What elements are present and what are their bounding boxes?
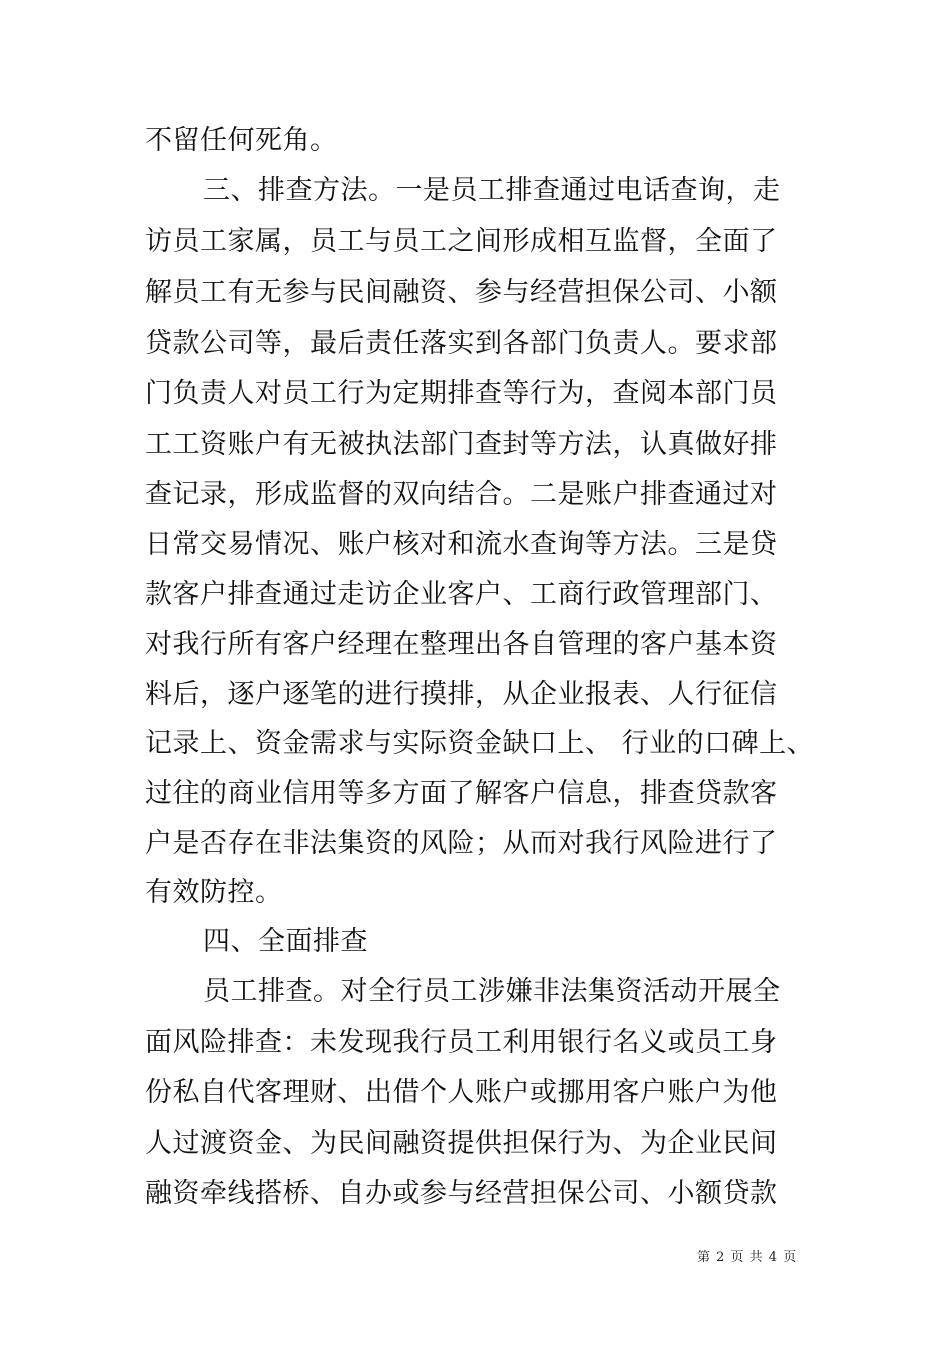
- text-line: 过往的商业信用等多方面了解客户信息，排查贷款客: [145, 778, 778, 809]
- text-line: 解员工有无参与民间融资、参与经营担保公司、小额: [145, 277, 778, 308]
- text-line: 门负责人对员工行为定期排查等行为，查阅本部门员: [145, 378, 778, 409]
- text-line: 有效防控。: [145, 877, 283, 908]
- text-line: 查记录，形成监督的双向结合。二是账户排查通过对: [145, 479, 778, 510]
- text-line: 款客户排查通过走访企业客户、工商行政管理部门、: [145, 579, 778, 610]
- text-line: 份私自代客理财、出借个人账户或挪用客户账户为他: [145, 1077, 778, 1108]
- text-line: 访员工家属，员工与员工之间形成相互监督，全面了: [145, 226, 778, 257]
- text-line: 记录上、资金需求与实际资金缺口上、 行业的口碑上、: [145, 728, 815, 759]
- text-line: 日常交易情况、账户核对和流水查询等方法。三是贷: [145, 529, 778, 560]
- text-line: 对我行所有客户经理在整理出各自管理的客户基本资: [145, 629, 778, 660]
- text-line: 料后，逐户逐笔的进行摸排，从企业报表、人行征信: [145, 679, 778, 710]
- text-line: 融资牵线搭桥、自办或参与经营担保公司、小额贷款: [145, 1178, 778, 1209]
- text-line: 人过渡资金、为民间融资提供担保行为、为企业民间: [145, 1128, 778, 1159]
- page-number: 第 2 页 共 4 页: [697, 1250, 798, 1265]
- text-line: 员工排查。对全行员工涉嫌非法集资活动开展全: [203, 976, 781, 1007]
- section-heading: 四、全面排查: [203, 926, 368, 957]
- text-line: 户是否存在非法集资的风险；从而对我行风险进行了: [145, 828, 778, 859]
- text-line: 贷款公司等，最后责任落实到各部门负责人。要求部: [145, 328, 778, 359]
- text-line: 三、排查方法。一是员工排查通过电话查询，走: [203, 175, 781, 206]
- text-line: 工工资账户有无被执法部门查封等方法，认真做好排: [145, 429, 778, 460]
- text-line: 面风险排查：未发现我行员工利用银行名义或员工身: [145, 1027, 778, 1058]
- text-line: 不留任何死角。: [145, 125, 338, 156]
